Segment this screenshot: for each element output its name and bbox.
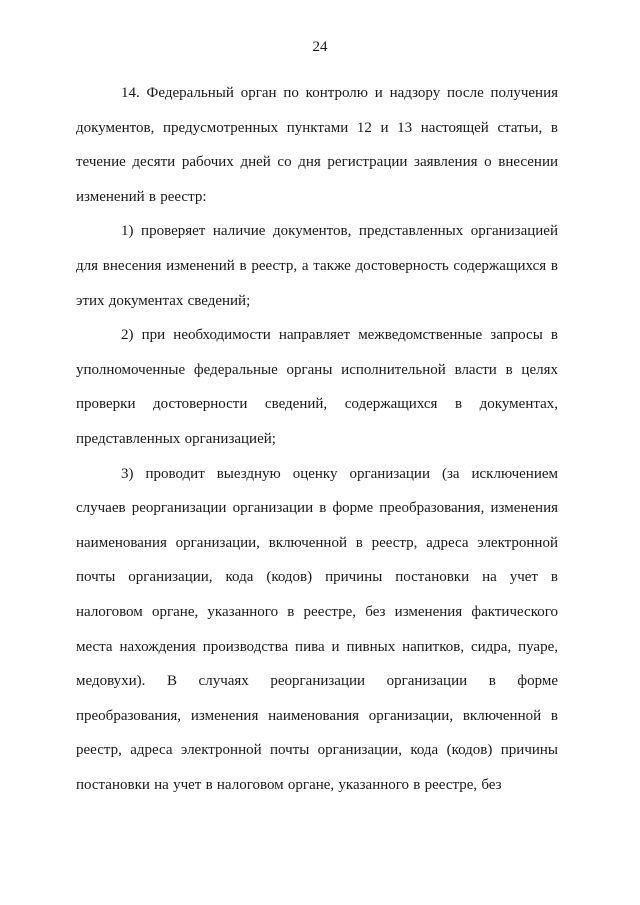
paragraph-subitem-3: 3) проводит выездную оценку организации (за исключением случаев реорганизации организации в форме преобразования, изменения наименования организации, включенной в реестр, адреса электронной почты организации, кода (кодов) причины постановки на учет в налоговом органе, указанного в реестре, без изменения фактического места нахождения производства пива и пивных напитков, сидра, пуаре, медовухи). В случаях реорганизации организации в форме преобразования, изменения наименования организации, включенной в реестр, адреса электронной почты организации, кода (кодов) причины постановки на учет в налоговом органе, указанного в реестре, без [76,465,558,793]
paragraph-item-14: 14. Федеральный орган по контролю и надзору после получения документов, предусмотренных пунктами 12 и 13 настоящей статьи, в течение десяти рабочих дней со дня регистрации заявления о внесении изменений в реестр: [76,85,558,205]
page-number: 24 [312,39,328,55]
document-body [76,76,558,802]
paragraph-subitem-1: 1) проверяет наличие документов, представленных организацией для внесения изменений в реестр, а также достоверность содержащихся в этих документах сведений; [76,223,558,309]
paragraph-subitem-2: 2) при необходимости направляет межведомственные запросы в уполномоченные федеральные органы исполнительной власти в целях проверки достоверности сведений, содержащихся в документах, представленных организацией; [76,327,558,447]
